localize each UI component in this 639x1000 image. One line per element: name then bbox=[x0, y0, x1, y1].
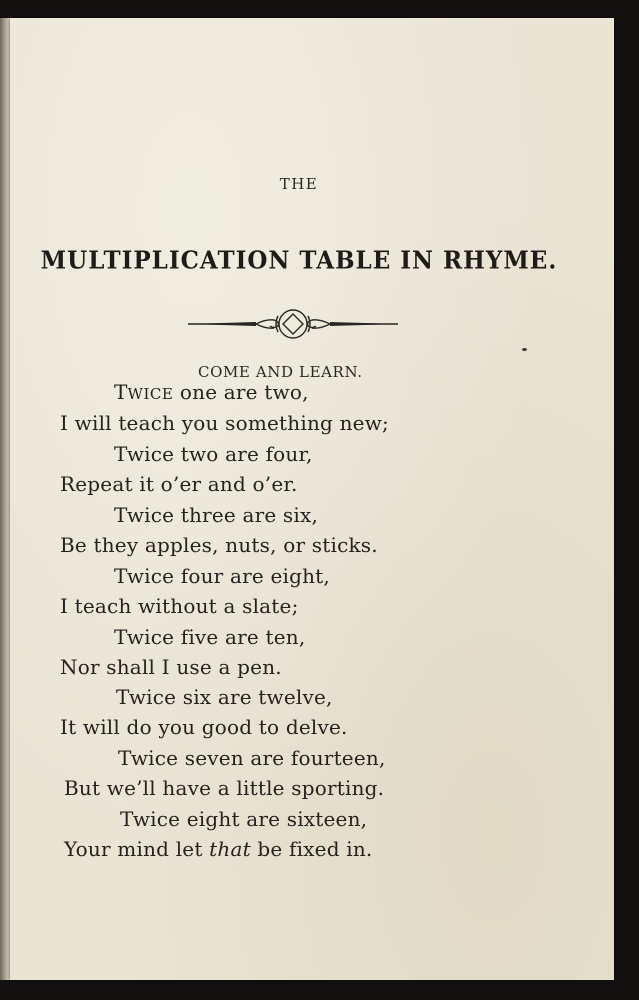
small-title: THE bbox=[279, 175, 319, 193]
poem-line: Be they apples, nuts, or sticks. bbox=[60, 533, 378, 557]
poem-smallcaps: WICE bbox=[127, 385, 174, 403]
poem-line-part: Your mind let bbox=[64, 837, 210, 861]
poem-line: But we’ll have a little sporting. bbox=[64, 776, 385, 800]
poem-line: Repeat it o’er and o’er. bbox=[60, 472, 298, 496]
poem-initial: T bbox=[114, 380, 128, 404]
book-page bbox=[10, 18, 614, 980]
scroll-divider-icon bbox=[186, 306, 400, 342]
poem-line: I teach without a slate; bbox=[60, 594, 299, 618]
poem-line bbox=[114, 380, 309, 404]
poem-line: Twice six are twelve, bbox=[116, 685, 333, 709]
poem-line: It will do you good to delve. bbox=[60, 715, 348, 739]
poem-line bbox=[64, 837, 373, 861]
ink-speck bbox=[522, 348, 527, 351]
poem-line: Nor shall I use a pen. bbox=[60, 655, 282, 679]
poem-line: Twice two are four, bbox=[114, 442, 313, 466]
poem-line-rest: one are two, bbox=[173, 380, 309, 404]
poem-line: Twice three are six, bbox=[114, 503, 319, 527]
poem-line: I will teach you something new; bbox=[60, 411, 389, 435]
poem-emphasis: that bbox=[209, 837, 251, 861]
section-heading: COME AND LEARN. bbox=[198, 363, 363, 381]
poem-line-part: be fixed in. bbox=[250, 837, 373, 861]
poem-line: Twice five are ten, bbox=[114, 625, 306, 649]
poem-line: Twice four are eight, bbox=[114, 564, 330, 588]
poem-line: Twice eight are sixteen, bbox=[120, 807, 368, 831]
poem-line: Twice seven are fourteen, bbox=[118, 746, 386, 770]
page-title: MULTIPLICATION TABLE IN RHYME. bbox=[40, 246, 558, 275]
